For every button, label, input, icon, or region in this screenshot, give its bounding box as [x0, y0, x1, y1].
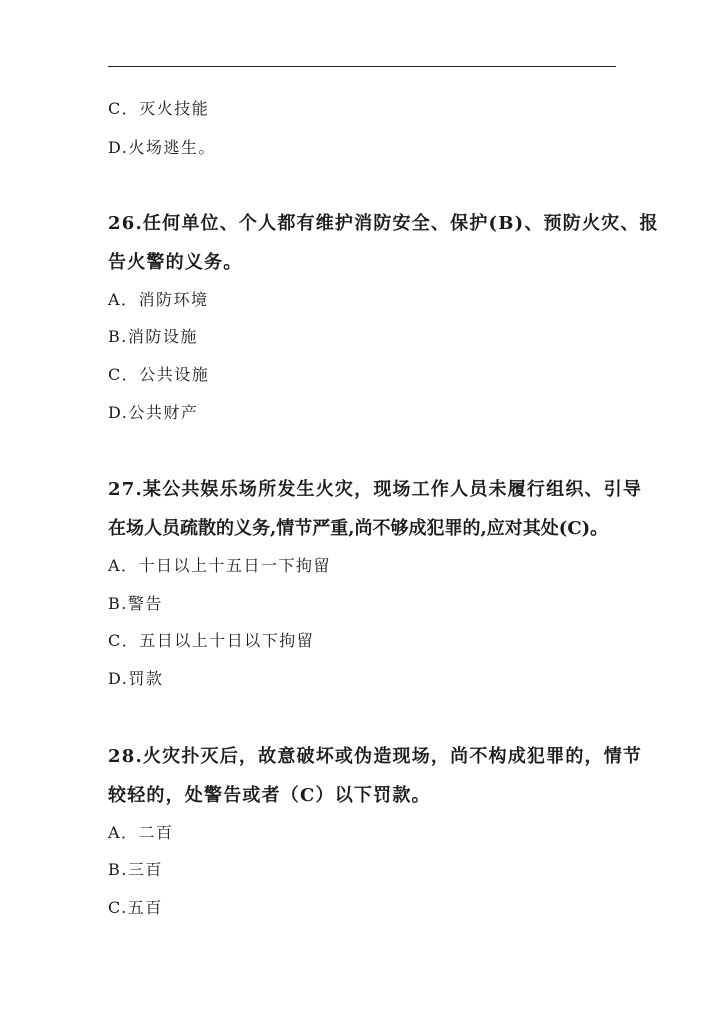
- option-a: A．二百: [108, 823, 174, 842]
- option-d: D.公共财产: [108, 403, 199, 422]
- option-b: B.消防设施: [108, 327, 198, 346]
- option-a: A．十日以上十五日一下拘留: [108, 556, 332, 575]
- option-c: C．五日以上十日以下拘留: [108, 631, 315, 650]
- option-a: A．消防环境: [108, 290, 209, 309]
- option-c: C.五百: [108, 898, 163, 917]
- prev-option-c: C．灭火技能: [108, 99, 210, 118]
- option-c: C．公共设施: [108, 365, 210, 384]
- header-rule: [108, 66, 616, 67]
- option-b: B.警告: [108, 594, 163, 613]
- question-text-line: 告火警的义务。: [108, 252, 243, 273]
- question-text-line: 28.火灾扑灭后，故意破坏或伪造现场，尚不构成犯罪的，情节: [108, 746, 643, 767]
- option-d: D.罚款: [108, 669, 164, 688]
- prev-option-d: D.火场逃生。: [108, 138, 216, 157]
- option-b: B.三百: [108, 860, 163, 879]
- question-text-line: 在场人员疏散的义务,情节严重,尚不够成犯罪的,应对其处(C)。: [108, 518, 609, 539]
- question-text-line: 26.任何单位、个人都有维护消防安全、保护(B)、预防火灾、报: [108, 213, 659, 234]
- question-text-line: 较轻的，处警告或者（C）以下罚款。: [108, 785, 431, 806]
- question-text-line: 27.某公共娱乐场所发生火灾，现场工作人员未履行组织、引导: [108, 479, 643, 500]
